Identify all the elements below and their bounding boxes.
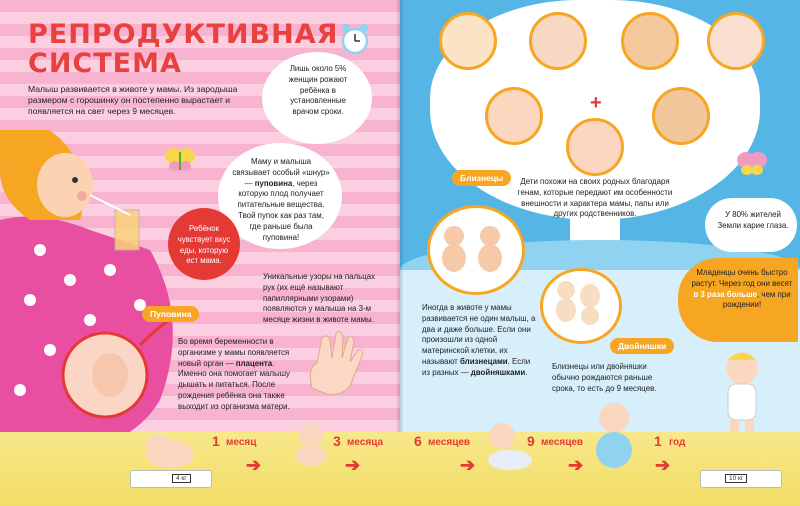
father-face — [652, 87, 710, 145]
timeline-num-5: 1 — [654, 433, 662, 449]
multiples-bold-2: двойняшками — [470, 367, 526, 377]
fingerprints-text: Уникальные узоры на пальцах рук (их ещё называют папиллярными узорами) появляются у малыша на 3-м месяце жизни в животе мамы. — [263, 272, 376, 325]
timeline-word-1: месяц — [226, 437, 257, 448]
multiples-text-a: Иногда в животе у мамы развивается не один малыш, а два и даже больше. Если они произошли из одной материнской клетки, их называют — [422, 303, 536, 366]
growth-text-b: , чем при рождении! — [722, 289, 791, 310]
timeline-arrow-3: ➔ — [460, 455, 476, 475]
cord-text — [232, 157, 330, 243]
timeline-word-2: месяца — [347, 437, 384, 448]
timeline-arrow-2: ➔ — [345, 455, 361, 475]
cord-bold: пуповина — [254, 178, 293, 188]
grandpa-face-2 — [621, 12, 679, 70]
timeline-arrow-4: ➔ — [568, 455, 584, 475]
growth-text — [690, 268, 794, 311]
grandma-face-2 — [707, 12, 765, 70]
baby-6-months-illustration — [480, 420, 536, 474]
baby-3-months-illustration — [286, 418, 336, 468]
fraternal-label: Двойняшки — [610, 338, 674, 354]
page-title — [28, 19, 339, 79]
alarm-clock-icon — [338, 22, 372, 56]
cord-text-a: Маму и малыша связывает особый «шнур» — — [232, 157, 330, 188]
title-line-1: РЕПРОДУКТИВНАЯ — [28, 19, 339, 50]
baby-9-months-illustration — [586, 400, 642, 476]
weight-end: 10 кг — [725, 474, 747, 483]
growth-text-a: Младенцы очень быстро растут. Через год они весят — [691, 268, 793, 288]
placenta-text-b: . Именно она помогает малышу дышать и питаться. После рождения ребёнка она также выходит из организма матери. — [178, 358, 290, 411]
pregnant-woman-illustration — [0, 130, 200, 450]
due-date-note: Лишь около 5% женщин рожают ребёнка в установленные врачом сроки. — [288, 64, 348, 117]
grandpa-face-1 — [439, 12, 497, 70]
plus-sign: + — [590, 92, 602, 114]
twins-babies-illustration — [434, 222, 514, 276]
grandma-face-1 — [529, 12, 587, 70]
hand-illustration — [302, 328, 372, 398]
book-gutter — [397, 0, 403, 506]
heredity-text: Дети похожи на своих родных благодаря генам, которые передают им особенности внешности и характера мамы, папы или других родственников. — [517, 177, 673, 219]
umbilical-label: Пуповина — [142, 306, 199, 322]
placenta-text-a: Во время беременности в организме у мамы появляется новый орган — — [178, 337, 290, 368]
intro-text: Малыш развивается в животе у мамы. Из зародыша размером с горошинку он постепенно вырастает и появляется на свет через 9 месяцев. — [28, 84, 238, 116]
multiples-text — [422, 303, 540, 379]
scale-start — [130, 470, 212, 488]
growth-bold: в 3 раза больше — [693, 289, 758, 299]
fraternal-babies-illustration — [548, 278, 608, 328]
newborn-illustration — [140, 426, 200, 472]
title-line-2: СИСТЕМА — [28, 48, 182, 79]
timeline-word-5: год — [669, 437, 686, 448]
child-face — [566, 118, 624, 176]
brown-eyes-text: У 80% жителей Земли карие глаза. — [717, 210, 789, 230]
multiples-text-mid: . Если из разных — — [422, 356, 531, 377]
timeline-arrow-5: ➔ — [655, 455, 671, 475]
butterfly-icon-right — [736, 150, 768, 178]
cord-text-b: , через которую плод получает питательные вещества. Твой пупок как раз там, где раньше была пуповина! — [237, 178, 325, 242]
placenta-bold: плацента — [235, 358, 273, 368]
placenta-text — [178, 337, 298, 413]
timeline-arrow-1: ➔ — [246, 455, 262, 475]
twins-label: Близнецы — [452, 170, 511, 186]
mother-face — [485, 87, 543, 145]
weight-start: 4 кг — [172, 474, 191, 483]
early-birth-text: Близнецы или двойняшки обычно рождаются раньше срока, то есть до 9 месяцев. — [552, 362, 657, 393]
butterfly-icon — [164, 146, 196, 174]
timeline-word-3: месяцев — [428, 437, 471, 448]
timeline-num-1: 1 — [212, 433, 220, 449]
multiples-text-end: . — [525, 367, 528, 377]
taste-note: Ребёнок чувствует вкус еды, которую ест мама. — [177, 224, 231, 266]
timeline-word-4: месяцев — [541, 437, 584, 448]
multiples-bold-1: близнецами — [460, 356, 508, 366]
timeline-num-2: 3 — [333, 433, 341, 449]
timeline-num-4: 9 — [527, 433, 535, 449]
timeline-num-3: 6 — [414, 433, 422, 449]
